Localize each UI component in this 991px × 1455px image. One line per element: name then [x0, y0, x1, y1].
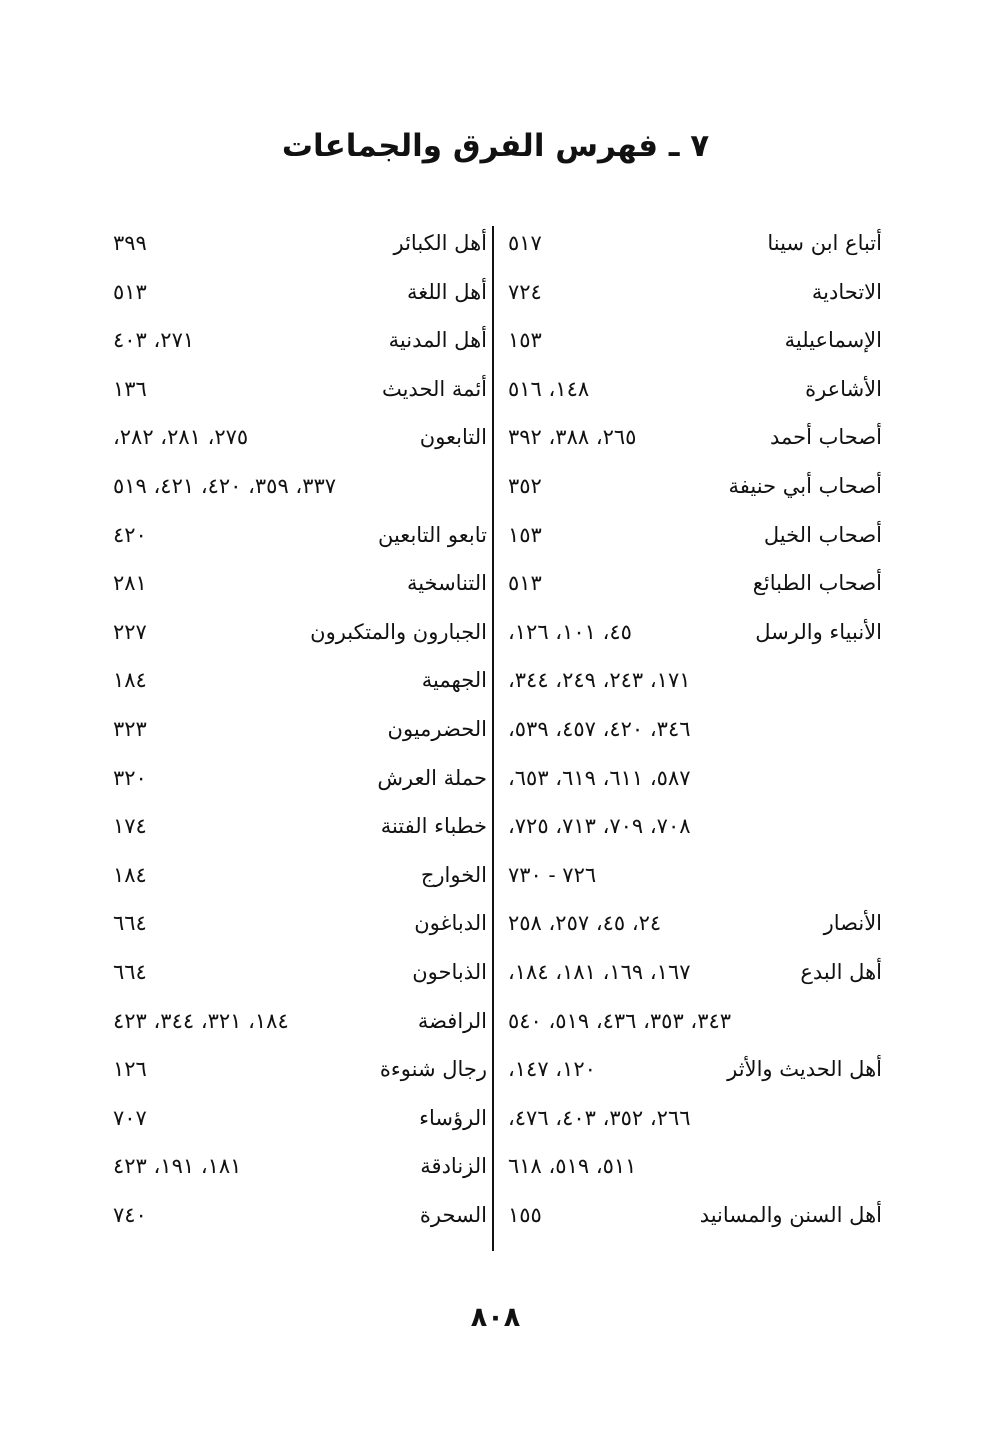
- index-entry: [500, 1149, 884, 1198]
- entry-pages: ٦٦٤: [113, 959, 147, 984]
- entry-name: حملة العرش: [377, 765, 487, 790]
- entry-name: السحرة: [419, 1202, 487, 1227]
- index-entry: [105, 566, 489, 615]
- entry-pages: ٣٩٩: [113, 231, 147, 255]
- entry-pages: ٧٠٧: [113, 1105, 147, 1130]
- index-entry: [500, 323, 884, 372]
- entry-name: الإسماعيلية: [784, 328, 882, 353]
- entry-name: الأشاعرة: [805, 376, 882, 401]
- index-entry: [105, 469, 489, 518]
- entry-pages: ٢٧٥، ٢٨١، ٢٨٢،: [113, 425, 249, 450]
- index-entry: [105, 1198, 489, 1247]
- entry-pages: ٣٥٢: [508, 473, 542, 498]
- entry-pages: ٤٥، ١٠١، ١٢٦،: [508, 619, 632, 644]
- entry-pages: ٧٢٤: [508, 279, 542, 304]
- index-entry: [500, 372, 884, 421]
- index-entry: [500, 566, 884, 615]
- index-entry: [105, 1149, 489, 1198]
- index-entry: [105, 275, 489, 324]
- entry-pages: ٣٤٦، ٤٢٠، ٤٥٧، ٥٣٩،: [508, 716, 691, 741]
- entry-pages: ٢٦٥، ٣٨٨، ٣٩٢: [508, 425, 637, 450]
- entry-pages: ١٨٤، ٣٢١، ٣٤٤، ٤٢٣: [113, 1008, 289, 1033]
- entry-name: أصحاب الخيل: [763, 522, 882, 547]
- index-entry: [500, 906, 884, 955]
- index-entry: [500, 809, 884, 858]
- entry-pages: ٢٨١: [113, 571, 147, 596]
- entry-pages: ١٦٧، ١٦٩، ١٨١، ١٨٤،: [508, 959, 691, 984]
- index-entry: [105, 712, 489, 761]
- entry-pages: ١٥٥: [508, 1202, 542, 1227]
- entry-pages: ٣٣٧، ٣٥٩، ٤٢٠، ٤٢١، ٥١٩: [113, 473, 337, 498]
- index-entry: [105, 955, 489, 1004]
- entry-pages: ٧٤٠: [113, 1202, 147, 1227]
- entry-name: الأنبياء والرسل: [755, 619, 882, 644]
- entry-pages: ١٨٤: [113, 862, 147, 887]
- entry-pages: ٧٠٨، ٧٠٩، ٧١٣، ٧٢٥،: [508, 814, 691, 839]
- index-entry: [105, 323, 489, 372]
- entry-pages: ١٨١، ١٩١، ٤٢٣: [113, 1154, 242, 1179]
- entry-name: الجبارون والمتكبرون: [310, 619, 487, 644]
- entry-pages: ٥١٣: [113, 279, 147, 304]
- entry-name: أصحاب أحمد: [769, 425, 882, 450]
- index-entry: [105, 809, 489, 858]
- entry-name: أهل البدع: [800, 959, 882, 984]
- entry-pages: ٥٨٧، ٦١١، ٦١٩، ٦٥٣،: [508, 765, 691, 790]
- index-entry: [500, 761, 884, 810]
- entry-name: الذباحون: [412, 959, 487, 984]
- index-entry: [105, 420, 489, 469]
- index-column-left: [105, 226, 489, 1246]
- index-entry: [105, 372, 489, 421]
- entry-name: أصحاب الطبائع: [752, 571, 882, 596]
- index-entry: [105, 1004, 489, 1053]
- index-entry: [105, 615, 489, 664]
- entry-pages: ٥١٧: [508, 231, 542, 255]
- entry-pages: ١٨٤: [113, 668, 147, 693]
- entry-name: خطباء الفتنة: [380, 814, 487, 839]
- entry-pages: ٥١٣: [508, 571, 542, 596]
- page-title: ٧ ـ فهرس الفرق والجماعات: [281, 128, 710, 164]
- index-entry: [500, 1101, 884, 1150]
- index-entry: [105, 761, 489, 810]
- entry-pages: ٦٦٤: [113, 911, 147, 936]
- index-entry: [105, 663, 489, 712]
- entry-name: أتباع ابن سينا: [767, 231, 882, 255]
- entry-pages: ١٤٨، ٥١٦: [508, 376, 590, 401]
- entry-pages: ١٥٣: [508, 522, 542, 547]
- entry-pages: ٢٢٧: [113, 619, 147, 644]
- index-entry: [105, 226, 489, 275]
- entry-pages: ١٧١، ٢٤٣، ٢٤٩، ٣٤٤،: [508, 668, 691, 693]
- index-entry: [500, 1198, 884, 1247]
- entry-name: الزنادقة: [420, 1154, 487, 1179]
- entry-name: الاتحادية: [811, 279, 882, 304]
- entry-name: أئمة الحديث: [381, 376, 487, 401]
- entry-name: أهل المدنية: [388, 328, 487, 353]
- entry-pages: ٢٤، ٤٥، ٢٥٧، ٢٥٨: [508, 911, 662, 936]
- entry-pages: ١٢٠، ١٤٧،: [508, 1057, 596, 1082]
- index-entry: [500, 615, 884, 664]
- index-entry: [500, 858, 884, 907]
- entry-pages: ١٧٤: [113, 814, 147, 839]
- index-entry: [105, 1101, 489, 1150]
- index-entry: [105, 518, 489, 567]
- index-entry: [500, 469, 884, 518]
- entry-pages: ١٢٦: [113, 1057, 147, 1082]
- entry-name: الخوارج: [420, 862, 487, 887]
- index-entry: [500, 1004, 884, 1053]
- entry-pages: ٢٦٦، ٣٥٢، ٤٠٣، ٤٧٦،: [508, 1105, 691, 1130]
- index-entry: [500, 663, 884, 712]
- entry-name: أصحاب أبي حنيفة: [728, 473, 882, 498]
- entry-name: الأنصار: [823, 911, 882, 936]
- page-number: ٨٠٨: [470, 1302, 521, 1333]
- column-divider: [492, 226, 494, 1251]
- entry-name: الحضرميون: [387, 716, 487, 741]
- index-entry: [500, 420, 884, 469]
- index-entry: [500, 275, 884, 324]
- index-entry: [105, 858, 489, 907]
- entry-pages: ٥١١، ٥١٩، ٦١٨: [508, 1154, 637, 1179]
- index-entry: [500, 226, 884, 275]
- index-entry: [105, 906, 489, 955]
- entry-name: الجهمية: [421, 668, 487, 693]
- entry-pages: ٤٢٠: [113, 522, 147, 547]
- entry-name: الرافضة: [417, 1008, 487, 1033]
- index-entry: [500, 955, 884, 1004]
- index-entry: [500, 1052, 884, 1101]
- entry-name: التناسخية: [406, 571, 487, 596]
- entry-name: الدباغون: [414, 911, 487, 936]
- entry-name: أهل السنن والمسانيد: [699, 1202, 882, 1227]
- index-entry: [500, 712, 884, 761]
- entry-pages: ٣٢٠: [113, 765, 147, 790]
- entry-name: أهل الكبائر: [393, 231, 487, 255]
- entry-pages: ٧٢٦ - ٧٣٠: [508, 862, 597, 887]
- entry-pages: ٣٢٣: [113, 716, 147, 741]
- entry-name: الرؤساء: [419, 1105, 487, 1130]
- entry-pages: ٢٧١، ٤٠٣: [113, 328, 195, 353]
- index-entry: [500, 518, 884, 567]
- entry-pages: ١٣٦: [113, 376, 147, 401]
- index-entry: [105, 1052, 489, 1101]
- entry-pages: ١٥٣: [508, 328, 542, 353]
- entry-pages: ٣٤٣، ٣٥٣، ٤٣٦، ٥١٩، ٥٤٠: [508, 1008, 732, 1033]
- entry-name: أهل الحديث والأثر: [727, 1057, 882, 1082]
- entry-name: أهل اللغة: [406, 279, 487, 304]
- index-column-right: [500, 226, 884, 1246]
- entry-name: التابعون: [419, 425, 487, 450]
- entry-name: تابعو التابعين: [377, 522, 487, 547]
- entry-name: رجال شنوءة: [379, 1057, 487, 1082]
